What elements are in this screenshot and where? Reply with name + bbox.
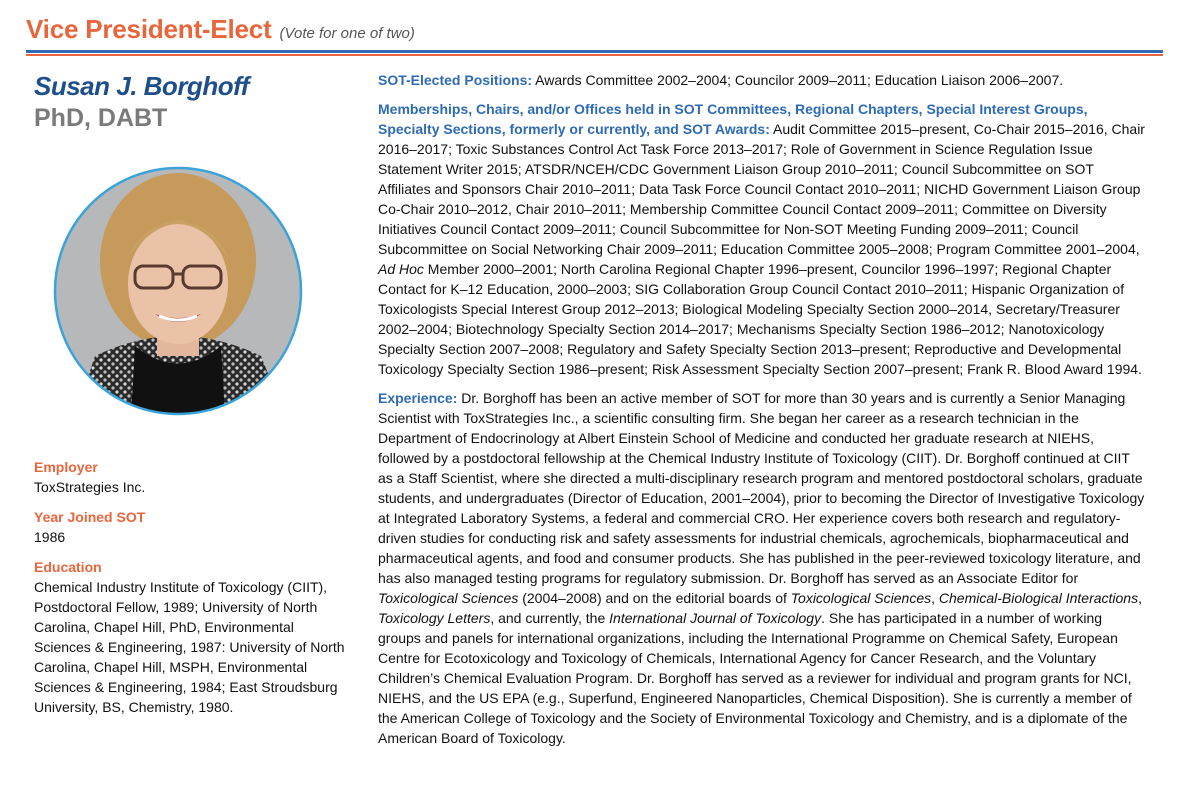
education-value: Chemical Industry Institute of Toxicology (CIIT), Postdoctoral Fellow, 1989; University of North Carolina, Chapel Hill, PhD, Environmental Sciences & Engineering, 1987: University of North Carolina, Chapel Hill, MSPH, Environmental Sciences & Engineering, 1984; East Stroudsburg University, BS, Chemistry, 1980. (34, 579, 345, 715)
experience-text-3: , (931, 590, 939, 606)
candidate-credentials: PhD, DABT (34, 104, 168, 132)
candidate-photo (35, 166, 321, 416)
experience-paragraph (378, 388, 1146, 748)
header-rule-blue (26, 50, 1163, 53)
experience-text-1: Dr. Borghoff has been an active member of SOT for more than 30 years and is currently a Senior Managing Scientist with ToxStrategies Inc., a scientific consulting firm. She began her career as a research technician in the Department of Endocrinology at Albert Einstein School of Medicine and conducted her graduate research at NIEHS, followed by a postdoctoral fellowship at the Chemical Industry Institute of Toxicology (CIIT). Dr. Borghoff continued at CIIT as a Staff Scientist, where she directed a multi-disciplinary research program and mentored postdoctoral scholars, graduate students, and undergraduates (Director of Education, 2001–2004), prior to becoming the Director of Investigative Toxicology at Integrated Laboratory Systems, a federal and commercial CRO. Her experience covers both research and regulatory-driven studies for conducting risk and safety assessments for industrial chemicals, agrochemicals, biopharmaceutical and pharmaceutical agents, and food and consumer products. She has published in the peer-reviewed toxicology literature, and has also managed testing programs for regulatory submission. Dr. Borghoff has served as an Associate Editor for (378, 390, 1145, 586)
year-joined-value: 1986 (34, 529, 66, 545)
positions-text: Awards Committee 2002–2004; Councilor 2009–2011; Education Liaison 2006–2007. (532, 72, 1064, 88)
positions-paragraph (378, 70, 1146, 90)
experience-italic-5: International Journal of Toxicology (609, 610, 822, 626)
candidate-info (34, 457, 354, 727)
year-joined-label: Year Joined SOT (34, 509, 146, 525)
experience-italic-1: Toxicological Sciences (378, 590, 519, 606)
memberships-text-2: Member 2000–2001; North Carolina Regional Chapter 1996–present, Councilor 1996–1997; Regional Chapter Contact for K–12 Education, 2000–2003; SIG Collaboration Group Council Contact 2010–2011; Hispanic Organization of Toxicologists Special Interest Group 2012–2013; Biological Modeling Specialty Section 2000–2014, Secretary/Treasurer 2002–2004; Biotechnology Specialty Section 2014–2017; Mechanisms Specialty Section 1986–2012; Nanotoxicology Specialty Section 2007–2008; Regulatory and Safety Specialty Section 2013–present; Reproductive and Developmental Toxicology Specialty Section 1986–present; Risk Assessment Specialty Section 2007–present; Frank R. Blood Award 1994. (378, 261, 1142, 377)
page-title: Vice President-Elect (26, 14, 272, 44)
positions-label: SOT-Elected Positions: (378, 72, 533, 88)
education-label: Education (34, 559, 102, 575)
experience-text-2: (2004–2008) and on the editorial boards of (518, 590, 791, 606)
employer-label: Employer (34, 459, 98, 475)
memberships-text-1: Audit Committee 2015–present, Co-Chair 2015–2016, Chair 2016–2017; Toxic Substances Control Act Task Force 2013–2017; Role of Government in Science Regulation Issue Statement Writer 2015; ATSDR/NCEH/CDC Government Liaison Group 2010–2011; Council Subcommittee on SOT Affiliates and Sponsors Chair 2010–2011; Data Task Force Council Contact 2010–2011; NICHD Government Liaison Group Co-Chair 2010–2012, Chair 2010–2011; Membership Committee Council Contact 2009–2011; Committee on Diversity Initiatives Council Contact 2009–2011; Council Subcommittee for Non-SOT Meeting Funding 2009–2011; Council Subcommittee on Social Networking Chair 2009–2011; Education Committee 2005–2008; Program Committee 2001–2004, (378, 121, 1145, 257)
memberships-paragraph (378, 99, 1146, 379)
memberships-label: Memberships, Chairs, and/or Offices held in SOT Committees, Regional Chapters, Special Interest Groups, Specialty Sections, formerly or currently, and SOT Awards: (378, 101, 1088, 137)
experience-text-5: , and currently, the (490, 610, 610, 626)
experience-italic-4: Toxicology Letters (378, 610, 491, 626)
candidate-details (378, 70, 1146, 757)
experience-text-4: , (1138, 590, 1142, 606)
memberships-italic: Ad Hoc (378, 261, 424, 277)
candidate-header (34, 70, 354, 134)
vote-note: (Vote for one of two) (279, 25, 415, 42)
page-header (26, 14, 1163, 54)
experience-text-6: . She has participated in a number of working groups and panels for international organizations, including the International Programme on Chemical Safety, European Centre for Ecotoxicology and Toxicology of Chemicals, International Agency for Cancer Research, and the Voluntary Children’s Chemical Evaluation Program. Dr. Borghoff has served as a reviewer for individual and program grants for NCI, NIEHS, and the US EPA (e.g., Superfund, Engineered Nanoparticles, Chemical Disposition). She is currently a member of the American College of Toxicology and the Society of Environmental Toxicology and Chemistry, and is a diplomate of the American Board of Toxicology. (378, 610, 1132, 746)
header-rule (26, 50, 1163, 56)
employer-value: ToxStrategies Inc. (34, 479, 146, 495)
experience-label: Experience: (378, 390, 458, 406)
experience-italic-3: Chemical-Biological Interactions (938, 590, 1139, 606)
header-rule-orange (26, 54, 1163, 56)
candidate-name: Susan J. Borghoff (34, 71, 249, 101)
experience-italic-2: Toxicological Sciences (790, 590, 932, 606)
